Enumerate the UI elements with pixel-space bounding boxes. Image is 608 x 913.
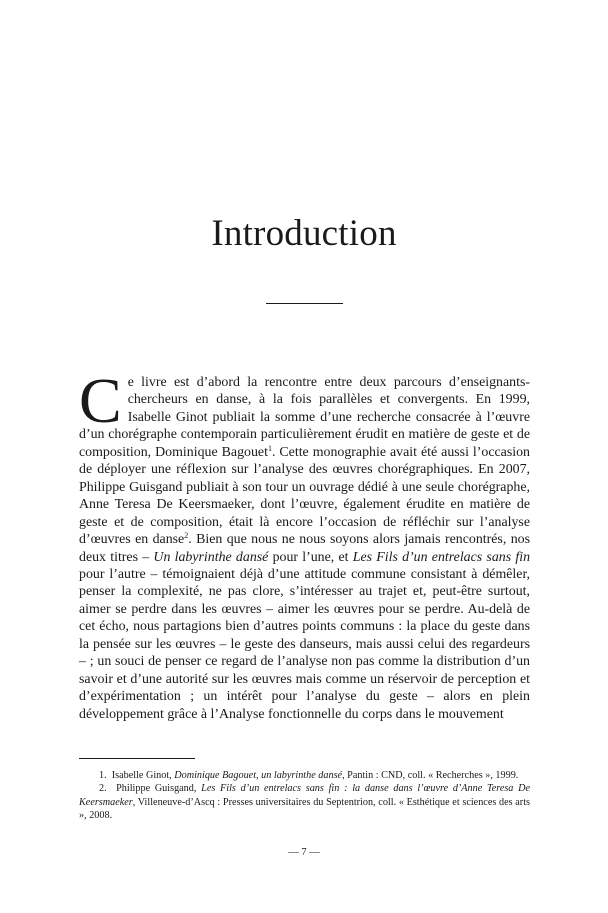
body-text-segment: . Bien que nous ne nous soyons alors jamais rencontrés, nos deux titres – [79,532,530,565]
body-text-segment: pour l’une, et [268,549,353,565]
body-text-segment: . Cette monographie avait été aussi l’occasion de déployer une réflexion sur l’analyse des œuvres chorégraphiques. En 2007, Philippe Guisgand publiait à son tour un ouvrage dédié à une seule chorégraphe, Anne Teresa De Keersmaeker, dont l’œuvre, également érudite en matière de geste et de composition, était là encore l’occasion de réfléchir sur l’analyse d’œuvres en danse [79,444,531,548]
body-paragraph [79,365,531,723]
footnote-reference-2[interactable]: 2 [184,531,189,541]
book-title-italic: Les Fils d’un entrelacs sans fin [352,549,531,565]
page-number: — 7 — [288,847,320,858]
footnote-reference-1[interactable]: 1 [267,443,272,453]
book-title-italic: Un labyrinthe dansé [153,549,269,565]
title-divider [266,303,343,304]
footnote-book-title: Dominique Bagouet, un labyrinthe dansé [174,770,343,781]
footnote-book-title: Les Fils d’un entrelacs sans fin : la danse dans l’œuvre d’Anne Teresa De Keersmaeker [79,783,531,808]
footnote-2 [79,782,530,822]
footnote-text: , Pantin : CND, coll. « Recherches », 1999. [342,770,519,781]
footnotes-section [79,769,530,823]
body-text-segment: pour l’autre – témoignaient déjà d’une attitude commune consistant à démêler, penser la complexité, ne pas clore, s’intéresser au trajet et, peut-être surtout, aimer se perdre dans les œuvres – aimer les œuvres pour se perdre. Au-delà de cet écho, nous partagions bien d’autres points communs : la place du geste dans la pensée sur les œuvres – le geste des danseurs, mais aussi celui des regardeurs – ; un souci de penser ce regard de l’analyse non pas comme la distribution d’un savoir et d’une autorité sur les œuvres mais comme un réservoir de perception et d’expérimentation ; un intérêt pour l’analyse du geste – alors en plein développement grâce à l’Analyse fonctionnelle du corps dans le mouvement [79,566,530,722]
footnote-text: Philippe Guisgand, [116,783,202,795]
footnote-number: 1. [99,770,107,781]
drop-cap: C [79,365,122,436]
chapter-title: Introduction [211,213,397,254]
body-text-segment: e livre est d’abord la rencontre entre deux parcours d’enseignants-chercheurs en danse, à la fois parallèles et convergents. En 1999, Isabelle Ginot publiait la somme d’une recherche consacrée à l’œuvre d’un chorégraphe contemporain particulièrement érudit en matière de geste et de composition, Dominique Bagouet [79,375,530,460]
footnote-separator [79,758,195,759]
footnote-number: 2. [99,783,107,795]
footnote-text: Isabelle Ginot, [111,770,175,781]
footnote-1 [79,769,530,782]
footnote-text: , Villeneuve-d’Ascq : Presses universitaires du Septentrion, coll. « Esthétique et sciences des arts », 2008. [79,796,530,822]
